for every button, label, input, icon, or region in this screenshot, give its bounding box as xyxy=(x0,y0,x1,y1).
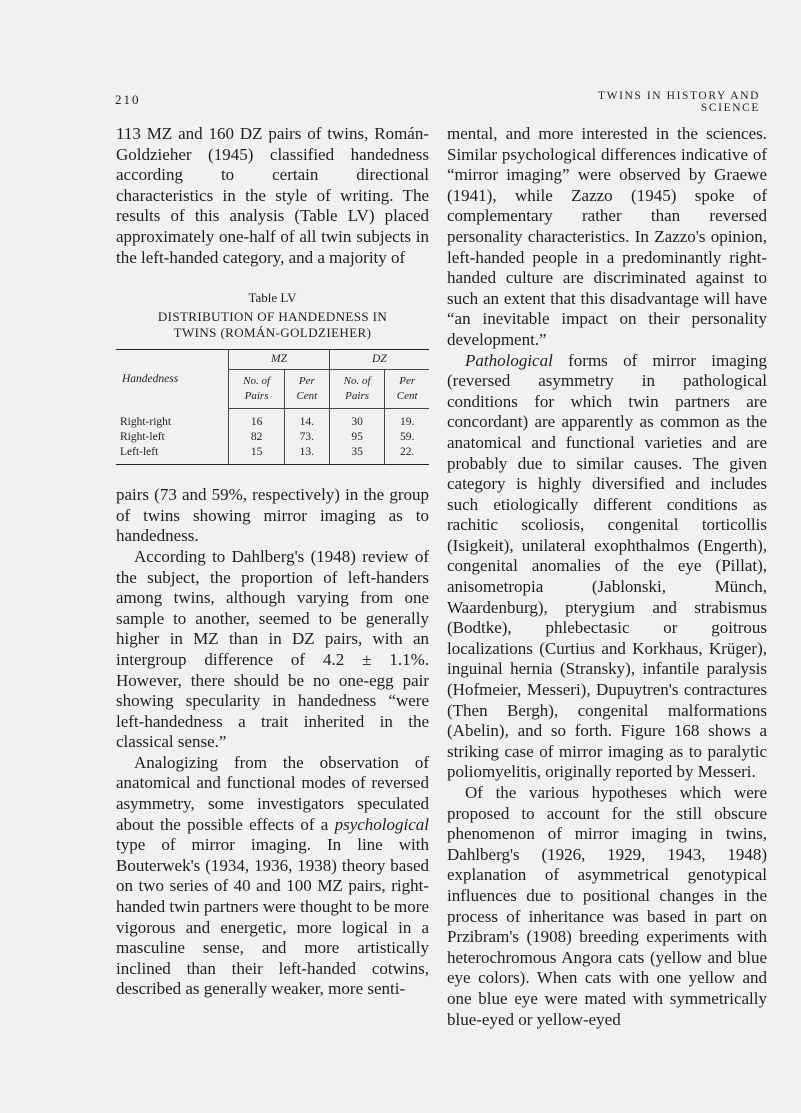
cell-dz-pairs: 35 xyxy=(329,445,385,465)
subheader-dz-number xyxy=(329,370,385,409)
table-caption xyxy=(116,290,429,341)
cell-mz-pairs: 82 xyxy=(229,430,285,445)
cell-dz-pairs: 95 xyxy=(329,430,385,445)
text-run: forms of mirror imaging (reversed asymmetry in pathological conditions for which twin partners are concordant) are apparently as common as the anatomical and functional varieties and are probably due to similar causes. The given category is highly diversified and includes such etiologically different conditions as rachitic scoliosis, congenital torticollis (Isigkeit), unilateral exophthalmos (Engerth), congenital anomalies of the eye (Pillat), anisometropia (Jablonski, Münch, Waardenburg), pterygium and strabismus (Bodtke), phlebectasic or goitrous localizations (Curtius and Korkhaus, Krüger), inguinal hernia (Stransky), infantile paralysis (Hofmeier, Messeri), Dupuytren's contractures (Then Bergh), congenital malformations (Abelin), and so forth. Figure 168 shows a striking case of mirror imaging as to paralytic poliomyelitis, originally reported by Messeri. xyxy=(447,350,767,782)
subheader-mz-number xyxy=(229,370,285,409)
italic-term: psychological xyxy=(334,814,429,834)
row-label: Right-left xyxy=(120,431,165,444)
cell-dz-pairs: 30 xyxy=(329,409,385,431)
italic-term: Pathological xyxy=(465,350,553,370)
right-column xyxy=(447,124,767,1030)
subheader-line: No. of xyxy=(343,375,371,388)
row-label: Left-left xyxy=(120,446,159,459)
left-column xyxy=(116,124,429,1000)
subheader-line: Cent xyxy=(396,390,418,403)
column-header-mz: MZ xyxy=(229,350,330,370)
paragraph: According to Dahlberg's (1948) review of the subject, the proportion of left-handers among twins, although varying from one sample to another, seemed to be generally higher in MZ than in DZ pairs, with an intergroup difference of 4.2 ± 1.1%. However, there should be no one-egg pair showing specularity in handedness “were left-handedness a trait inherited in the classical sense.” xyxy=(116,546,429,752)
table-title-line: TWINS (ROMÁN-GOLDZIEHER) xyxy=(173,325,372,341)
handedness-table xyxy=(116,349,429,465)
table-block xyxy=(116,290,429,465)
subheader-line: No. of xyxy=(243,375,271,388)
subheader-line: Per xyxy=(298,375,315,388)
text-run: type of mirror imaging. In line with Bouterwek's (1934, 1936, 1938) theory based on two series of 40 and 100 MZ pairs, right-handed twin partners were thought to be more vigorous and energetic, more logical in a masculine sense, and more artistically inclined than their left-handed cotwins, described as generally weaker, more senti- xyxy=(116,835,429,999)
table-number: Table LV xyxy=(248,290,297,306)
table-row xyxy=(116,430,429,445)
table-row xyxy=(116,409,429,431)
cell-mz-percent: 13. xyxy=(284,445,329,465)
subheader-line: Pairs xyxy=(345,390,370,403)
paragraph xyxy=(447,351,767,783)
paragraph xyxy=(116,753,429,1000)
running-head: TWINS IN HISTORY AND SCIENCE xyxy=(597,90,760,114)
table-title-line: DISTRIBUTION OF HANDEDNESS IN xyxy=(157,309,388,325)
paragraph: 113 MZ and 160 DZ pairs of twins, Román-Goldzieher (1945) classified handedness according to certain directional characteristics in the style of writing. The results of this analysis (Table LV) placed approximately one-half of all twin subjects in the left-handed category, and a majority of xyxy=(116,124,429,267)
subheader-line: Cent xyxy=(296,390,318,403)
subheader-mz-percent xyxy=(284,370,329,409)
row-label: Right-right xyxy=(120,415,172,428)
cell-mz-pairs: 16 xyxy=(229,409,285,431)
cell-dz-percent: 22. xyxy=(385,445,429,465)
subheader-line: Pairs xyxy=(244,390,269,403)
subheader-line: Per xyxy=(399,375,416,388)
paragraph: Of the various hypotheses which were proposed to account for the still obscure phenomenon of mirror imaging in twins, Dahlberg's (1926, 1929, 1943, 1948) explanation of asymmetrical genotypical influences due to positional changes in the process of inheritance was based in part on Przibram's (1908) breeding experiments with heterochromous Angora cats (yellow and blue eye colors). When cats with one yellow and one blue eye were mated with symmetrically blue-eyed or yellow-eyed xyxy=(447,783,767,1029)
cell-mz-percent: 73. xyxy=(284,430,329,445)
paragraph: mental, and more interested in the sciences. Similar psychological differences indicative of “mirror imaging” were observed by Graewe (1941), while Zazzo (1945) spoke of complementary rather than reversed personality characteristics. In Zazzo's opinion, left-handed people in a predominantly right-handed culture are discriminated against to such an extent that this disadvantage will have “an inevitable impact on their personality development.” xyxy=(447,124,767,349)
column-header-dz: DZ xyxy=(329,350,429,370)
paragraph: pairs (73 and 59%, respectively) in the group of twins showing mirror imaging as to handedness. xyxy=(116,485,429,546)
cell-mz-percent: 14. xyxy=(284,409,329,431)
subheader-dz-percent xyxy=(385,370,429,409)
page-number: 210 xyxy=(115,92,141,107)
cell-dz-percent: 19. xyxy=(385,409,429,431)
cell-mz-pairs: 15 xyxy=(229,445,285,465)
cell-dz-percent: 59. xyxy=(385,430,429,445)
column-header-handedness: Handedness xyxy=(122,372,179,385)
text-run: Analogizing from the observation of anatomical and functional modes of reversed asymmetry, some investigators speculated about the possible effects of a xyxy=(116,752,429,834)
table-row xyxy=(116,445,429,465)
